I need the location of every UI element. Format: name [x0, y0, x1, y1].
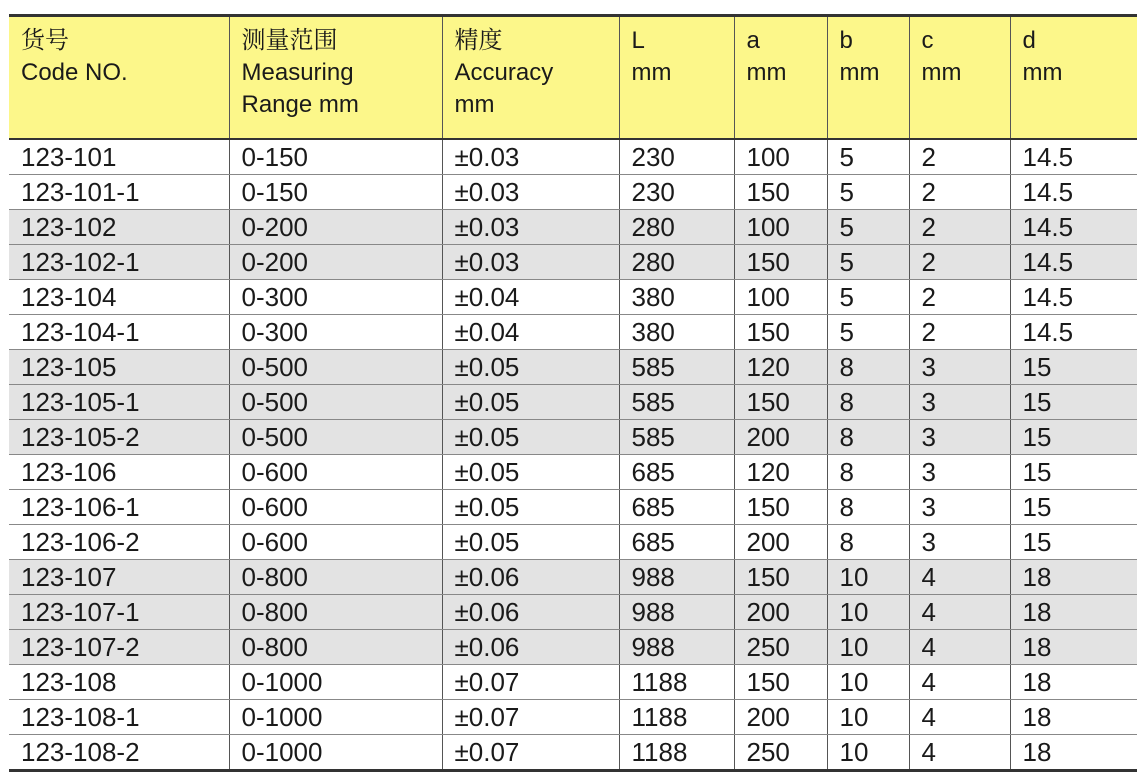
cell-dim-d: 14.5	[1010, 245, 1137, 280]
cell-code-no: 123-105	[9, 350, 229, 385]
cell-length-l: 685	[619, 525, 734, 560]
cell-code-no: 123-108-2	[9, 735, 229, 771]
cell-code-no: 123-105-1	[9, 385, 229, 420]
table-row	[9, 595, 1137, 630]
cell-accuracy: ±0.03	[442, 139, 619, 175]
cell-dim-c: 3	[909, 350, 1010, 385]
cell-accuracy: ±0.05	[442, 420, 619, 455]
cell-measuring-range: 0-600	[229, 490, 442, 525]
cell-dim-c: 4	[909, 630, 1010, 665]
table-row	[9, 420, 1137, 455]
cell-dim-b: 8	[827, 525, 909, 560]
cell-code-no: 123-107-2	[9, 630, 229, 665]
cell-length-l: 585	[619, 385, 734, 420]
cell-dim-c: 3	[909, 455, 1010, 490]
cell-accuracy: ±0.04	[442, 280, 619, 315]
cell-code-no: 123-108	[9, 665, 229, 700]
cell-code-no: 123-104	[9, 280, 229, 315]
cell-code-no: 123-102-1	[9, 245, 229, 280]
cell-dim-a: 150	[734, 490, 827, 525]
cell-dim-d: 14.5	[1010, 280, 1137, 315]
cell-dim-b: 8	[827, 455, 909, 490]
cell-dim-d: 18	[1010, 665, 1137, 700]
cell-code-no: 123-106-2	[9, 525, 229, 560]
cell-measuring-range: 0-500	[229, 350, 442, 385]
column-header-dim-a	[734, 16, 827, 140]
cell-dim-d: 14.5	[1010, 315, 1137, 350]
cell-dim-d: 14.5	[1010, 139, 1137, 175]
cell-code-no: 123-107	[9, 560, 229, 595]
column-header-line: mm	[839, 59, 880, 86]
cell-dim-b: 10	[827, 735, 909, 771]
cell-dim-a: 150	[734, 175, 827, 210]
cell-dim-c: 2	[909, 280, 1010, 315]
spec-table	[9, 14, 1137, 772]
cell-code-no: 123-108-1	[9, 700, 229, 735]
cell-dim-d: 15	[1010, 525, 1137, 560]
cell-dim-b: 5	[827, 280, 909, 315]
column-header-dim-c	[909, 16, 1010, 140]
cell-dim-c: 2	[909, 175, 1010, 210]
cell-dim-a: 200	[734, 525, 827, 560]
cell-accuracy: ±0.03	[442, 175, 619, 210]
cell-dim-a: 120	[734, 455, 827, 490]
cell-accuracy: ±0.06	[442, 630, 619, 665]
cell-length-l: 585	[619, 350, 734, 385]
cell-code-no: 123-107-1	[9, 595, 229, 630]
cell-dim-a: 150	[734, 560, 827, 595]
cell-code-no: 123-104-1	[9, 315, 229, 350]
table-row	[9, 385, 1137, 420]
table-row	[9, 665, 1137, 700]
cell-accuracy: ±0.03	[442, 210, 619, 245]
cell-dim-a: 200	[734, 420, 827, 455]
cell-dim-c: 2	[909, 210, 1010, 245]
cell-measuring-range: 0-200	[229, 210, 442, 245]
cell-dim-b: 5	[827, 175, 909, 210]
column-header-code-no	[9, 16, 229, 140]
table-row	[9, 245, 1137, 280]
cell-dim-c: 4	[909, 560, 1010, 595]
cell-dim-d: 15	[1010, 385, 1137, 420]
column-header-accuracy	[442, 16, 619, 140]
cell-length-l: 380	[619, 280, 734, 315]
cell-length-l: 988	[619, 560, 734, 595]
cell-dim-d: 14.5	[1010, 175, 1137, 210]
cell-length-l: 685	[619, 490, 734, 525]
column-header-line: c	[921, 27, 934, 54]
column-header-measuring-range	[229, 16, 442, 140]
cell-code-no: 123-105-2	[9, 420, 229, 455]
cell-code-no: 123-101-1	[9, 175, 229, 210]
cell-length-l: 988	[619, 630, 734, 665]
cell-dim-c: 4	[909, 595, 1010, 630]
cell-measuring-range: 0-150	[229, 139, 442, 175]
cell-length-l: 585	[619, 420, 734, 455]
table-header	[9, 16, 1137, 140]
cell-length-l: 1188	[619, 665, 734, 700]
cell-dim-b: 8	[827, 385, 909, 420]
cell-dim-c: 3	[909, 525, 1010, 560]
cell-code-no: 123-106	[9, 455, 229, 490]
cell-dim-b: 10	[827, 700, 909, 735]
cell-dim-d: 15	[1010, 455, 1137, 490]
column-header-dim-b	[827, 16, 909, 140]
column-header-line: 精度	[454, 27, 503, 54]
cell-code-no: 123-106-1	[9, 490, 229, 525]
cell-dim-c: 2	[909, 315, 1010, 350]
cell-measuring-range: 0-200	[229, 245, 442, 280]
column-header-line: 货号	[21, 27, 69, 54]
cell-length-l: 280	[619, 245, 734, 280]
cell-accuracy: ±0.05	[442, 455, 619, 490]
cell-measuring-range: 0-600	[229, 525, 442, 560]
cell-length-l: 280	[619, 210, 734, 245]
table-row	[9, 490, 1137, 525]
cell-dim-b: 8	[827, 490, 909, 525]
column-header-line: Code NO.	[21, 59, 128, 86]
cell-dim-b: 5	[827, 210, 909, 245]
cell-dim-a: 150	[734, 385, 827, 420]
cell-measuring-range: 0-300	[229, 315, 442, 350]
cell-dim-d: 15	[1010, 490, 1137, 525]
cell-dim-a: 150	[734, 665, 827, 700]
cell-measuring-range: 0-800	[229, 630, 442, 665]
cell-dim-b: 5	[827, 139, 909, 175]
cell-dim-c: 2	[909, 139, 1010, 175]
table-row	[9, 280, 1137, 315]
header-row	[9, 16, 1137, 140]
cell-dim-a: 250	[734, 630, 827, 665]
cell-accuracy: ±0.06	[442, 560, 619, 595]
table-body	[9, 139, 1137, 771]
column-header-line: mm	[454, 91, 495, 118]
cell-length-l: 380	[619, 315, 734, 350]
cell-accuracy: ±0.05	[442, 525, 619, 560]
cell-dim-c: 4	[909, 665, 1010, 700]
table-row	[9, 175, 1137, 210]
cell-measuring-range: 0-150	[229, 175, 442, 210]
cell-dim-b: 5	[827, 315, 909, 350]
cell-dim-d: 18	[1010, 700, 1137, 735]
cell-dim-a: 100	[734, 210, 827, 245]
cell-accuracy: ±0.07	[442, 700, 619, 735]
cell-dim-b: 10	[827, 560, 909, 595]
cell-measuring-range: 0-600	[229, 455, 442, 490]
cell-dim-b: 5	[827, 245, 909, 280]
table-row	[9, 139, 1137, 175]
table-row	[9, 210, 1137, 245]
column-header-length-l	[619, 16, 734, 140]
cell-dim-a: 120	[734, 350, 827, 385]
cell-accuracy: ±0.05	[442, 385, 619, 420]
column-header-line: mm	[921, 59, 962, 86]
column-header-line: b	[839, 27, 853, 54]
cell-length-l: 685	[619, 455, 734, 490]
table-row	[9, 315, 1137, 350]
cell-accuracy: ±0.07	[442, 735, 619, 771]
cell-length-l: 988	[619, 595, 734, 630]
cell-dim-a: 150	[734, 315, 827, 350]
cell-dim-a: 150	[734, 245, 827, 280]
cell-dim-d: 18	[1010, 595, 1137, 630]
cell-dim-b: 10	[827, 665, 909, 700]
table-row	[9, 630, 1137, 665]
table-row	[9, 350, 1137, 385]
cell-dim-d: 15	[1010, 350, 1137, 385]
cell-dim-a: 200	[734, 595, 827, 630]
table-row	[9, 525, 1137, 560]
column-header-line: mm	[746, 59, 787, 86]
cell-length-l: 1188	[619, 735, 734, 771]
column-header-line: mm	[631, 59, 672, 86]
cell-dim-c: 3	[909, 490, 1010, 525]
cell-dim-c: 3	[909, 420, 1010, 455]
cell-dim-d: 18	[1010, 630, 1137, 665]
cell-dim-c: 3	[909, 385, 1010, 420]
cell-dim-b: 10	[827, 630, 909, 665]
column-header-line: a	[746, 27, 760, 54]
cell-dim-b: 8	[827, 420, 909, 455]
cell-accuracy: ±0.07	[442, 665, 619, 700]
cell-dim-c: 4	[909, 735, 1010, 771]
column-header-line: 测量范围	[241, 27, 338, 54]
cell-accuracy: ±0.03	[442, 245, 619, 280]
column-header-line: Measuring	[241, 59, 354, 86]
cell-dim-b: 8	[827, 350, 909, 385]
column-header-line: d	[1022, 27, 1036, 54]
table-row	[9, 455, 1137, 490]
cell-measuring-range: 0-800	[229, 595, 442, 630]
cell-code-no: 123-102	[9, 210, 229, 245]
cell-dim-a: 100	[734, 139, 827, 175]
cell-dim-d: 15	[1010, 420, 1137, 455]
cell-measuring-range: 0-500	[229, 385, 442, 420]
cell-accuracy: ±0.04	[442, 315, 619, 350]
table-row	[9, 735, 1137, 771]
cell-dim-c: 2	[909, 245, 1010, 280]
column-header-line: Accuracy	[454, 59, 554, 86]
cell-dim-d: 14.5	[1010, 210, 1137, 245]
cell-measuring-range: 0-300	[229, 280, 442, 315]
cell-measuring-range: 0-1000	[229, 700, 442, 735]
cell-dim-d: 18	[1010, 735, 1137, 771]
cell-measuring-range: 0-1000	[229, 735, 442, 771]
cell-length-l: 230	[619, 175, 734, 210]
column-header-line: mm	[1022, 59, 1063, 86]
cell-dim-b: 10	[827, 595, 909, 630]
cell-dim-a: 250	[734, 735, 827, 771]
cell-measuring-range: 0-500	[229, 420, 442, 455]
cell-dim-a: 100	[734, 280, 827, 315]
column-header-line: L	[631, 27, 645, 54]
cell-dim-d: 18	[1010, 560, 1137, 595]
cell-length-l: 1188	[619, 700, 734, 735]
cell-length-l: 230	[619, 139, 734, 175]
column-header-line: Range mm	[241, 91, 359, 118]
table-row	[9, 560, 1137, 595]
table-row	[9, 700, 1137, 735]
cell-accuracy: ±0.05	[442, 350, 619, 385]
cell-dim-c: 4	[909, 700, 1010, 735]
cell-measuring-range: 0-800	[229, 560, 442, 595]
cell-code-no: 123-101	[9, 139, 229, 175]
cell-dim-a: 200	[734, 700, 827, 735]
column-header-dim-d	[1010, 16, 1137, 140]
cell-accuracy: ±0.05	[442, 490, 619, 525]
cell-measuring-range: 0-1000	[229, 665, 442, 700]
cell-accuracy: ±0.06	[442, 595, 619, 630]
